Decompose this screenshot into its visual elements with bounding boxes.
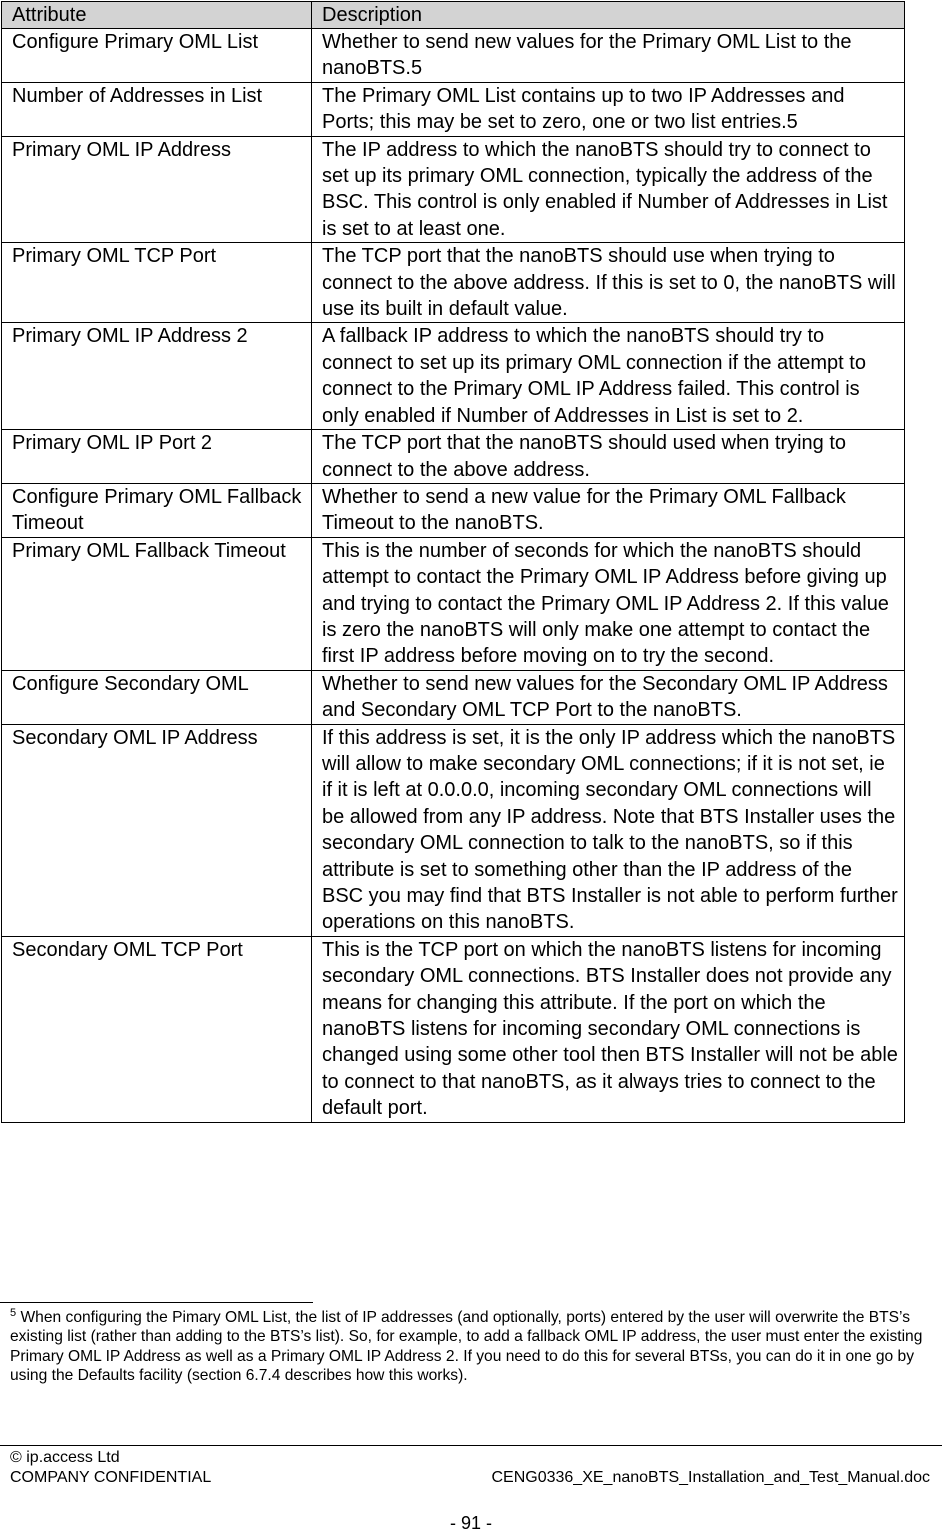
footer-doc-name: CENG0336_XE_nanoBTS_Installation_and_Test_Manual.doc (491, 1468, 930, 1486)
description-text: This is the number of seconds for which the nanoBTS should attempt to contact the Primary OML IP Address before giving up and trying to contact the Primary OML IP Address 2. If this value is zero the nanoBTS will only make one attempt to contact the first IP address before moving on to try the second. (322, 539, 889, 668)
table-row (2, 724, 905, 936)
description-text: Whether to send new values for the Primary OML List to the nanoBTS. (322, 31, 852, 80)
description-cell (312, 82, 905, 136)
table-row (2, 483, 905, 537)
footnote-ref: 5 (410, 57, 423, 80)
attribute-cell: Secondary OML TCP Port (2, 936, 312, 1122)
description-cell (312, 136, 905, 243)
description-text: The Primary OML List contains up to two IP Addresses and Ports; this may be set to zero, one or two list entries. (322, 84, 845, 134)
description-cell (312, 323, 905, 430)
table-row (2, 936, 905, 1122)
footer-confidential: COMPANY CONFIDENTIAL (10, 1468, 212, 1486)
description-cell (312, 29, 905, 83)
description-text: A fallback IP address to which the nanoBTS should try to connect to set up its primary OML connection if the attempt to connect to the Primary OML IP Address failed. This control is only enabled if Number of Addresses in List is set to 2. (322, 325, 866, 427)
footnote-number: 5 (10, 1307, 17, 1319)
attribute-cell: Secondary OML IP Address (2, 724, 312, 936)
table-row (2, 670, 905, 724)
page-footer (10, 1448, 930, 1487)
table-row (2, 82, 905, 136)
attribute-cell: Configure Secondary OML (2, 670, 312, 724)
description-text: Whether to send new values for the Secondary OML IP Address and Secondary OML TCP Port to the nanoBTS. (322, 672, 888, 722)
table-row (2, 243, 905, 323)
description-text: This is the TCP port on which the nanoBTS listens for incoming secondary OML connections. BTS Installer does not provide any means for changing this attribute. If the port on which the nanoBTS listens for incoming secondary OML connections is changed using some other tool then BTS Installer will not be able to connect to that nanoBTS, as it always tries to connect to the default port. (322, 938, 898, 1120)
description-cell (312, 724, 905, 936)
table-row (2, 537, 905, 670)
table-header-row (2, 2, 905, 29)
table-row (2, 430, 905, 484)
page-number: - 91 - (449, 1513, 492, 1533)
attribute-table (1, 1, 905, 1123)
attribute-cell: Primary OML TCP Port (2, 243, 312, 323)
attribute-cell: Primary OML IP Address 2 (2, 323, 312, 430)
description-text: If this address is set, it is the only IP address which the nanoBTS will allow to make secondary OML connections; if it is not set, ie if it is left at 0.0.0.0, incoming secondary OML connections will be allowed from any IP address. Note that BTS Installer uses the secondary OML connection to talk to the nanoBTS, so if this attribute is set to something other than the IP address of the BSC you may find that BTS Installer is not able to perform further operations on this nanoBTS. (322, 726, 898, 934)
footer-separator (0, 1445, 942, 1446)
table-row (2, 136, 905, 243)
attribute-cell: Configure Primary OML List (2, 29, 312, 83)
description-cell (312, 936, 905, 1122)
table-row (2, 29, 905, 83)
attribute-cell: Configure Primary OML Fallback Timeout (2, 483, 312, 537)
header-attribute: Attribute (2, 2, 312, 29)
attribute-cell: Number of Addresses in List (2, 82, 312, 136)
description-cell (312, 670, 905, 724)
footnote (10, 1308, 930, 1386)
description-cell (312, 243, 905, 323)
description-text: The TCP port that the nanoBTS should use when trying to connect to the above address. If this is set to 0, the nanoBTS will use its built in default value. (322, 245, 896, 321)
footnote-separator (0, 1302, 313, 1303)
footnote-ref: 5 (786, 111, 798, 134)
footer-copyright: © ip.access Ltd (10, 1449, 120, 1466)
attribute-cell: Primary OML IP Port 2 (2, 430, 312, 484)
attribute-cell: Primary OML IP Address (2, 136, 312, 243)
description-text: The IP address to which the nanoBTS should try to connect to set up its primary OML connection, typically the address of the BSC. This control is only enabled if Number of Addresses in List is set to at least one. (322, 138, 888, 240)
footnote-text: When configuring the Pimary OML List, the list of IP addresses (and optionally, ports) entered by the user will overwrite the BTS’s existing list (rather than adding to the BTS’s list). So, for example, to add a fallback OML IP address, the user must enter the existing Primary OML IP Address as well as a Primary OML IP Address 2. If you need to do this for several BTSs, you can do it in one go by using the Defaults facility (section 6.7.4 describes how this works). (10, 1309, 923, 1385)
table-body (2, 29, 905, 1123)
header-description: Description (312, 2, 905, 29)
description-text: The TCP port that the nanoBTS should used when trying to connect to the above address. (322, 432, 847, 481)
table-row (2, 323, 905, 430)
attribute-cell: Primary OML Fallback Timeout (2, 537, 312, 670)
description-cell (312, 430, 905, 484)
description-cell (312, 537, 905, 670)
description-text: Whether to send a new value for the Primary OML Fallback Timeout to the nanoBTS. (322, 485, 846, 535)
description-cell (312, 483, 905, 537)
